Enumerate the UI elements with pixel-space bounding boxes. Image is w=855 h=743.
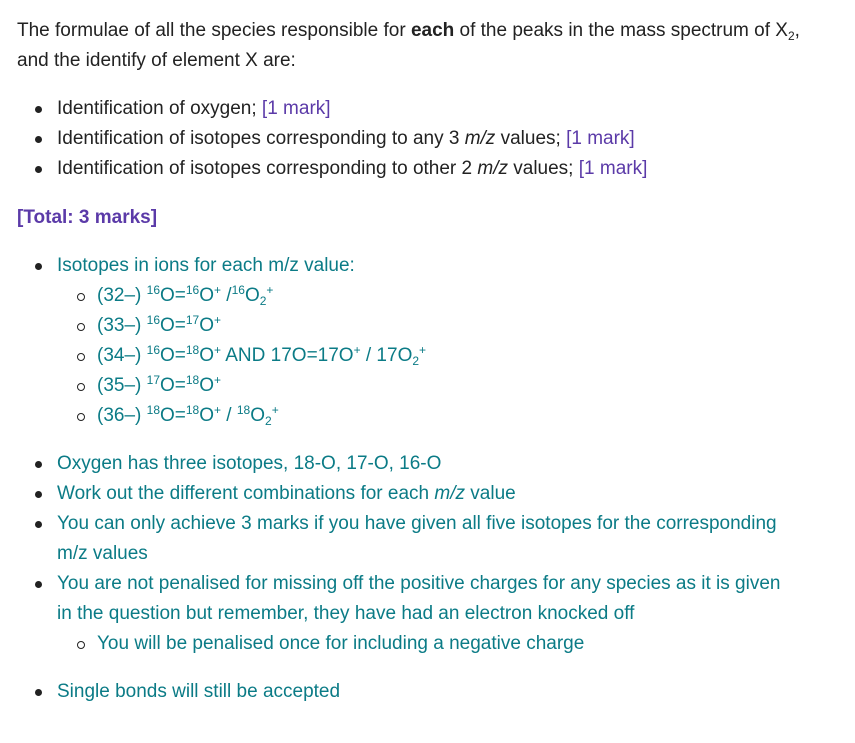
intro-text-3: , and the identify of element X are:	[17, 20, 800, 71]
note-item-1: Oxygen has three isotopes, 18-O, 17-O, 16-O	[57, 449, 855, 479]
isotopes-heading: Isotopes in ions for each m/z value: (32–) $^{16}$O=$^{16}$O+ $/^{16}O_2^+$ (33–) $^{16}$O=$^{17}$O+ (34–) $^{16}$O=$^{18}$O+ AND $17O=17O^+ / 17O_2^+$ (35–) $^{17}$O=$^{18}$O+ (36–) $^{18}O=^{18}O^+ / ^{18}O_2^+$	[57, 251, 855, 431]
total-marks: [Total: 3 marks]	[17, 207, 158, 228]
mark-item-1: Identification of oxygen; [1 mark]	[57, 94, 855, 124]
intro-bold: each	[410, 20, 455, 41]
note-item-4: You are not penalised for missing off the positive charges for any species as it is given in the question but remember, they have had an electron knocked off You will be penalised once for including a negative charge	[57, 569, 797, 659]
intro-paragraph	[17, 16, 832, 76]
note-item-5: Single bonds will still be accepted	[57, 677, 855, 707]
isotope-item-35: (35–) $^{17}$O=$^{18}$O+	[97, 371, 855, 401]
isotope-item-33: (33–) $^{16}$O=$^{17}$O+	[97, 311, 855, 341]
intro-subscript: 2	[787, 29, 795, 43]
mark-item-3: Identification of isotopes corresponding to other 2 m/z values; [1 mark]	[57, 154, 855, 184]
mark-badge: [1 mark]	[261, 98, 331, 119]
examiner-notes	[17, 449, 855, 659]
marks-list	[17, 94, 855, 184]
examiner-notes-final	[17, 677, 855, 707]
mark-badge: [1 mark]	[566, 128, 635, 149]
note-sublist	[57, 629, 797, 659]
note-subitem: You will be penalised once for including a negative charge	[97, 629, 797, 659]
examiner-notes-isotopes	[17, 251, 855, 431]
isotope-item-34: (34–) $^{16}$O=$^{18}$O+ AND $17O=17O^+ / 17O_2^+$	[97, 341, 855, 371]
isotope-list	[57, 281, 855, 431]
note-item-2: Work out the different combinations for each m/z value	[57, 479, 855, 509]
mark-item-2: Identification of isotopes corresponding to any 3 m/z values; [1 mark]	[57, 124, 855, 154]
isotope-item-36: (36–) $^{18}O=^{18}O^+ / ^{18}O_2^+$	[97, 401, 855, 431]
intro-text-2: of the peaks in the mass spectrum of X	[454, 20, 788, 41]
mark-badge: [1 mark]	[578, 158, 648, 179]
isotope-item-32: (32–) $^{16}$O=$^{16}$O+ $/^{16}O_2^+$	[97, 281, 855, 311]
note-item-3: You can only achieve 3 marks if you have given all five isotopes for the corresponding m/z values	[57, 509, 797, 569]
intro-text: The formulae of all the species responsible for	[17, 20, 411, 41]
